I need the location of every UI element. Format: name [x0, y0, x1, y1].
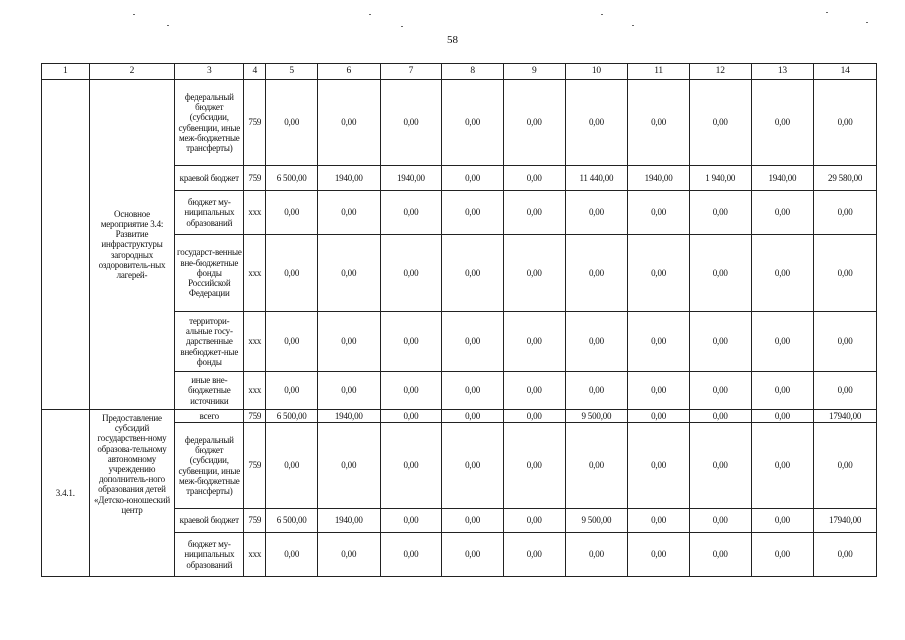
value-cell: 0,00 — [814, 191, 877, 235]
value-cell: 11 440,00 — [565, 166, 628, 191]
grbs-code: ххх — [244, 191, 266, 235]
value-cell: 0,00 — [266, 80, 318, 166]
column-number: 12 — [689, 64, 751, 80]
value-cell: 1940,00 — [751, 166, 814, 191]
value-cell: 0,00 — [266, 372, 318, 410]
value-cell: 0,00 — [751, 372, 814, 410]
value-cell: 0,00 — [689, 372, 751, 410]
value-cell: 0,00 — [317, 235, 380, 312]
value-cell: 0,00 — [317, 533, 380, 577]
value-cell: 6 500,00 — [266, 509, 318, 533]
value-cell: 0,00 — [442, 423, 504, 509]
value-cell: 0,00 — [814, 80, 877, 166]
group-main-event-3-4 — [42, 80, 877, 410]
value-cell: 0,00 — [814, 533, 877, 577]
event-title: Предоставление субсидий государствен-ному образова-тельному автономному учреждению дополнитель-ного образования детей «Детско-юношеский центр — [89, 410, 175, 577]
value-cell: 0,00 — [689, 509, 751, 533]
value-cell: 0,00 — [442, 533, 504, 577]
value-cell: 0,00 — [442, 312, 504, 372]
value-cell: 0,00 — [565, 533, 628, 577]
value-cell: 0,00 — [503, 235, 565, 312]
value-cell: 0,00 — [814, 423, 877, 509]
value-cell: 1 940,00 — [689, 166, 751, 191]
column-number: 7 — [380, 64, 442, 80]
value-cell: 0,00 — [317, 80, 380, 166]
value-cell: 0,00 — [628, 423, 690, 509]
column-number: 6 — [317, 64, 380, 80]
value-cell: 0,00 — [751, 509, 814, 533]
value-cell: 0,00 — [565, 312, 628, 372]
column-number: 1 — [42, 64, 90, 80]
value-cell: 0,00 — [689, 191, 751, 235]
value-cell: 0,00 — [628, 410, 690, 423]
scan-speck — [866, 22, 868, 23]
grbs-code: 759 — [244, 80, 266, 166]
value-cell: 0,00 — [503, 372, 565, 410]
value-cell: 0,00 — [442, 410, 504, 423]
value-cell: 0,00 — [628, 235, 690, 312]
scan-speck — [133, 14, 135, 15]
column-number: 4 — [244, 64, 266, 80]
funding-source: всего — [175, 410, 244, 423]
value-cell: 0,00 — [380, 80, 442, 166]
funding-source: федеральный бюджет (субсидии, субвенции, иные меж-бюджетные трансферты) — [175, 80, 244, 166]
value-cell: 0,00 — [689, 312, 751, 372]
value-cell: 17940,00 — [814, 410, 877, 423]
value-cell: 0,00 — [442, 166, 504, 191]
value-cell: 0,00 — [442, 80, 504, 166]
scan-speck — [369, 14, 371, 15]
grbs-code: ххх — [244, 312, 266, 372]
grbs-code: ххх — [244, 533, 266, 577]
value-cell: 0,00 — [689, 80, 751, 166]
value-cell: 0,00 — [503, 533, 565, 577]
table-row — [42, 80, 877, 166]
scan-speck — [401, 26, 403, 27]
value-cell: 0,00 — [751, 312, 814, 372]
value-cell: 0,00 — [628, 191, 690, 235]
value-cell: 0,00 — [503, 191, 565, 235]
value-cell: 0,00 — [751, 423, 814, 509]
value-cell: 9 500,00 — [565, 410, 628, 423]
value-cell: 0,00 — [628, 509, 690, 533]
value-cell: 0,00 — [317, 372, 380, 410]
funding-source: государст-венные вне-бюджетные фонды Российской Федерации — [175, 235, 244, 312]
value-cell: 0,00 — [442, 372, 504, 410]
funding-source: краевой бюджет — [175, 509, 244, 533]
grbs-code: 759 — [244, 410, 266, 423]
value-cell: 0,00 — [751, 235, 814, 312]
value-cell: 0,00 — [751, 410, 814, 423]
value-cell: 0,00 — [317, 423, 380, 509]
value-cell: 1940,00 — [317, 410, 380, 423]
value-cell: 0,00 — [503, 312, 565, 372]
scan-speck — [632, 25, 634, 26]
grbs-code: ххх — [244, 372, 266, 410]
value-cell: 0,00 — [442, 191, 504, 235]
column-number: 11 — [628, 64, 690, 80]
value-cell: 0,00 — [266, 533, 318, 577]
value-cell: 0,00 — [380, 372, 442, 410]
column-number: 5 — [266, 64, 318, 80]
value-cell: 0,00 — [380, 423, 442, 509]
column-number: 3 — [175, 64, 244, 80]
value-cell: 29 580,00 — [814, 166, 877, 191]
value-cell: 0,00 — [628, 80, 690, 166]
column-number: 9 — [503, 64, 565, 80]
value-cell: 0,00 — [689, 235, 751, 312]
value-cell: 0,00 — [317, 191, 380, 235]
event-title: Основное мероприятие 3.4: Развитие инфраструктуры загородных оздоровитель-ных лагерей- — [89, 80, 175, 410]
column-number: 8 — [442, 64, 504, 80]
value-cell: 0,00 — [380, 235, 442, 312]
value-cell: 0,00 — [503, 166, 565, 191]
column-number: 10 — [565, 64, 628, 80]
table-row — [42, 410, 877, 423]
value-cell: 1940,00 — [317, 166, 380, 191]
scan-speck — [167, 25, 169, 26]
funding-source: федеральный бюджет (субсидии, субвенции, иные меж-бюджетные трансферты) — [175, 423, 244, 509]
value-cell: 1940,00 — [317, 509, 380, 533]
value-cell: 9 500,00 — [565, 509, 628, 533]
funding-source: территори-альные госу-дарственные внебюджет-ные фонды — [175, 312, 244, 372]
value-cell: 0,00 — [814, 312, 877, 372]
value-cell: 0,00 — [689, 410, 751, 423]
budget-table — [41, 63, 877, 577]
value-cell: 0,00 — [442, 509, 504, 533]
value-cell: 0,00 — [565, 423, 628, 509]
value-cell: 0,00 — [814, 372, 877, 410]
value-cell: 0,00 — [565, 80, 628, 166]
value-cell: 0,00 — [503, 80, 565, 166]
value-cell: 0,00 — [628, 372, 690, 410]
column-number-row — [42, 64, 877, 80]
value-cell: 1940,00 — [380, 166, 442, 191]
value-cell: 0,00 — [266, 235, 318, 312]
scan-speck — [826, 12, 828, 13]
value-cell: 0,00 — [380, 509, 442, 533]
value-cell: 6 500,00 — [266, 410, 318, 423]
group-subsidy-3-4-1 — [42, 410, 877, 577]
funding-source: бюджет му-ниципальных образований — [175, 533, 244, 577]
value-cell: 0,00 — [565, 235, 628, 312]
value-cell: 0,00 — [442, 235, 504, 312]
value-cell: 0,00 — [503, 410, 565, 423]
row-code: 3.4.1. — [42, 410, 90, 577]
value-cell: 1940,00 — [628, 166, 690, 191]
funding-source: краевой бюджет — [175, 166, 244, 191]
grbs-code: ххх — [244, 235, 266, 312]
value-cell: 17940,00 — [814, 509, 877, 533]
value-cell: 0,00 — [751, 191, 814, 235]
column-number: 14 — [814, 64, 877, 80]
value-cell: 0,00 — [751, 80, 814, 166]
funding-source: бюджет му-ниципальных образований — [175, 191, 244, 235]
page-number: 58 — [447, 34, 458, 46]
scan-speck — [601, 14, 603, 15]
value-cell: 0,00 — [628, 533, 690, 577]
funding-source: иные вне-бюджетные источники — [175, 372, 244, 410]
value-cell: 0,00 — [503, 509, 565, 533]
grbs-code: 759 — [244, 423, 266, 509]
row-code — [42, 80, 90, 410]
grbs-code: 759 — [244, 509, 266, 533]
value-cell: 0,00 — [689, 423, 751, 509]
value-cell: 0,00 — [751, 533, 814, 577]
value-cell: 0,00 — [689, 533, 751, 577]
value-cell: 0,00 — [380, 312, 442, 372]
value-cell: 0,00 — [380, 410, 442, 423]
value-cell: 0,00 — [565, 372, 628, 410]
value-cell: 6 500,00 — [266, 166, 318, 191]
column-number: 13 — [751, 64, 814, 80]
value-cell: 0,00 — [503, 423, 565, 509]
value-cell: 0,00 — [628, 312, 690, 372]
value-cell: 0,00 — [317, 312, 380, 372]
value-cell: 0,00 — [266, 191, 318, 235]
value-cell: 0,00 — [814, 235, 877, 312]
value-cell: 0,00 — [266, 423, 318, 509]
value-cell: 0,00 — [380, 533, 442, 577]
column-number: 2 — [89, 64, 175, 80]
value-cell: 0,00 — [565, 191, 628, 235]
value-cell: 0,00 — [266, 312, 318, 372]
value-cell: 0,00 — [380, 191, 442, 235]
grbs-code: 759 — [244, 166, 266, 191]
